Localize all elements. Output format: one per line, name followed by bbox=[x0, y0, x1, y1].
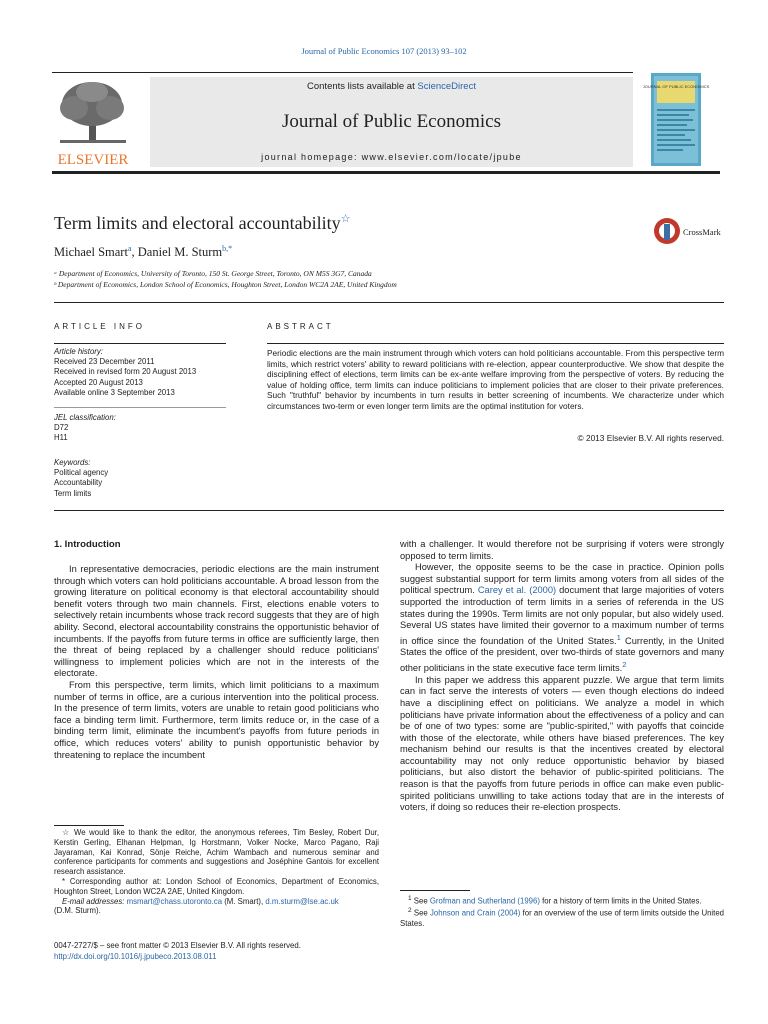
article-title: Term limits and electoral accountability☆ bbox=[54, 213, 351, 233]
article-history: Article history: Received 23 December 2011 Received in revised form 20 August 2013 Accepted 20 August 2013 Available online 3 September 2013 bbox=[54, 347, 226, 398]
issn-line: 0047-2727/$ – see front matter © 2013 Elsevier B.V. All rights reserved. bbox=[54, 941, 301, 950]
footnote-corresponding: * Corresponding author at: London School of Economics, Department of Economics, Houghton Street, London WC2A 2AE, United Kingdom. bbox=[54, 876, 379, 896]
citation-link[interactable]: Grofman and Sutherland (1996) bbox=[429, 896, 540, 906]
front-matter-footer bbox=[54, 940, 301, 962]
footnote-ref[interactable]: 2 bbox=[622, 660, 627, 670]
doi-link[interactable]: http://dx.doi.org/10.1016/j.jpubeco.2013.08.011 bbox=[54, 952, 217, 961]
publisher-name: ELSEVIER bbox=[57, 152, 129, 168]
crossmark-icon bbox=[653, 216, 728, 246]
keywords: Keywords: Political agency Accountability Term limits bbox=[54, 458, 226, 499]
paragraph: However, the opposite seems to be the case in practice. Opinion polls suggest substantial support for term limits among voters from all sides of the political spectrum. Carey et al. (2000) document that large majorities of voters supported the introduction of term limits in a series of referenda in the US states during the 1990s. Term limits are not only popular, but also widely used. Several US states have limited their governor to a maximum number of terms in office since the foundation of the United States.$^1$ Currently, in the United States the office of the president, over two-thirds of state governors and many other politicians in the state executive face term limits.$^2$ bbox=[400, 562, 724, 674]
footnote-ref[interactable]: 1 bbox=[616, 632, 621, 642]
section-heading: 1. Introduction bbox=[54, 539, 121, 550]
paragraph: In representative democracies, periodic elections are the main instrument through which voters can hold politicians accountable. A broad lesson from the growing literature on political economy is that electoral accountability should benefit voters through two main channels. First, elections enable voters to selectively retain incumbents whose track record suggests that they are of high ability. Second, electoral accountability constrains the opportunistic behavior of incumbents. If the payoffs from future terms in office are sufficiently large, then the threat of being replaced by a challenger should reduce politicians' willingness to implement policies which are not in the interests of the electorate. bbox=[54, 564, 379, 679]
email-link[interactable]: msmart@chass.utoronto.ca bbox=[126, 896, 223, 906]
title-footnote-star[interactable]: ☆ bbox=[340, 213, 351, 225]
footnote-rule bbox=[54, 825, 124, 826]
journal-reference[interactable]: Journal of Public Economics 107 (2013) 93–102 bbox=[301, 46, 467, 56]
abstract-text: Periodic elections are the main instrument through which voters can hold politicians accountable. From this perspective term limits, which restrict voters' ability to reward politicians with re-election, appear counterproductive. We show that despite the disciplining effect of elections, term limits can be ex-ante welfare improving from the perspective of voters. By reducing the value of holding office, term limits can induce politicians to implement policies that are closer to their private preferences. Such "truthful" behavior by incumbents in turn results in better screening of incumbents. We characterize under which circumstances two-term or even longer term limits are the optimal institution for voters. bbox=[267, 348, 724, 411]
crossmark-badge[interactable] bbox=[653, 216, 728, 246]
author-list: Michael Smart$^a$, Daniel M. Sturm$^{b,*}$ bbox=[54, 244, 233, 260]
citation-link[interactable]: Johnson and Crain (2004) bbox=[429, 908, 521, 918]
journal-title: Journal of Public Economics bbox=[282, 111, 501, 132]
divider bbox=[54, 407, 226, 408]
left-footnotes: ☆ We would like to thank the editor, the anonymous referees, Tim Besley, Robert Dur, Kerstin Gerling, Elhanan Helpman, Ig Horstmann, Volker Nocke, Marco Pagano, Raji Jayaraman, Kai Konrad, Sönje Reiche, Achim Wambach and numerous seminar and conference participants for comments and suggestions and Joséphine Gantois for excellent research assistance. * Corresponding author at: London School of Economics, Department of Economics, Houghton Street, London WC2A 2AE, United Kingdom. E-mail addresses: msmart@chass.utoronto.ca (M. Smart), d.m.sturm@lse.ac.uk (D.M. Sturm). bbox=[54, 828, 379, 916]
journal-homepage[interactable]: journal homepage: www.elsevier.com/locate/jpube bbox=[261, 152, 522, 162]
divider bbox=[54, 302, 724, 303]
keyword: Term limits bbox=[54, 488, 92, 498]
right-footnotes bbox=[400, 894, 724, 929]
keyword: Political agency bbox=[54, 468, 109, 478]
citation-link[interactable]: Carey et al. (2000) bbox=[477, 585, 557, 596]
footnote-1: $^1$ See Grofman and Sutherland (1996) for a history of term limits in the United States. bbox=[408, 895, 702, 906]
author-name[interactable]: Daniel M. Sturm bbox=[137, 245, 223, 260]
divider bbox=[267, 343, 724, 344]
body-left-column bbox=[54, 564, 379, 761]
jel-code: H11 bbox=[54, 433, 68, 443]
history-item: Available online 3 September 2013 bbox=[54, 387, 175, 397]
contents-line: Contents lists available at ScienceDirect bbox=[307, 81, 476, 92]
history-item: Received in revised form 20 August 2013 bbox=[54, 367, 197, 377]
footnote-acknowledgement: ☆ We would like to thank the editor, the anonymous referees, Tim Besley, Robert Dur, Kerstin Gerling, Elhanan Helpman, Ig Horstmann, Volker Nocke, Marco Pagano, Raji Jayaraman, Kai Konrad, Sönje Reiche, Achim Wambach and numerous seminar and conference participants for comments and suggestions and Joséphine Gantois for excellent research assistance. bbox=[54, 828, 379, 877]
footnote-2: $^2$ See Johnson and Crain (2004) for an overview of the use of term limits outside the United States. bbox=[400, 907, 725, 928]
divider bbox=[54, 343, 226, 344]
journal-cover-image bbox=[642, 73, 710, 166]
header-top-rule bbox=[52, 72, 633, 73]
footnote-emails: E-mail addresses: msmart@chass.utoronto.ca (M. Smart), d.m.sturm@lse.ac.uk bbox=[62, 896, 339, 906]
paragraph: From this perspective, term limits, which limit politicians to a maximum number of terms in office, are a curious intervention into the political process. In the presence of term limits, voters are unable to retain good politicians who face a binding term limit. Furthermore, term limits reduce or, in the case of a binding term limit, eliminate the incumbent's payoffs from future periods in office, which reduces voters' ability to punish opportunistic behavior by threatening to replace the incumbent bbox=[54, 679, 379, 760]
abstract-copyright: © 2013 Elsevier B.V. All rights reserved. bbox=[577, 433, 724, 443]
tree-icon bbox=[52, 76, 134, 168]
keyword: Accountability bbox=[54, 478, 103, 488]
sciencedirect-link[interactable]: ScienceDirect bbox=[417, 81, 476, 92]
body-right-column bbox=[400, 539, 724, 814]
jel-code: D72 bbox=[54, 423, 69, 433]
jel-classification: JEL classification: D72 H11 bbox=[54, 413, 226, 444]
paragraph: with a challenger. It would therefore not be surprising if voters were strongly opposed to term limits. bbox=[400, 539, 724, 561]
author-name[interactable]: Michael Smart bbox=[54, 245, 128, 260]
email-link[interactable]: d.m.sturm@lse.ac.uk bbox=[265, 896, 339, 906]
crossmark-label: CrossMark bbox=[683, 227, 721, 237]
affiliation-b: ᵇ Department of Economics, London School of Economics, Houghton Street, London WC2A 2AE, United Kingdom bbox=[54, 280, 397, 289]
divider bbox=[54, 510, 724, 511]
history-item: Accepted 20 August 2013 bbox=[54, 377, 143, 387]
history-item: Received 23 December 2011 bbox=[54, 357, 155, 367]
affiliation-a: ᵃ Department of Economics, University of Toronto, 150 St. George Street, Toronto, ON M5S 3G7, Canada bbox=[54, 269, 372, 278]
paragraph: In this paper we address this apparent puzzle. We argue that term limits can in fact serve the interests of voters — even though elections do indeed have a disciplining effect on politicians. We analyze a model in which politicians have private information about the effectiveness of a policy and can be of one of two types: some are "public-spirited," with payoffs that coincide with those of the electorate, while others have biased preferences. The key mechanism behind our results is that the incentives created by electoral accountability may not only reduce opportunistic behavior by biased politicians, but also distort the behavior of public-spirited politicians. The reason is that the payoffs from future periods in office can make even public-spirited politicians unwilling to take actions today that are in the interests of voters, if doing so reduces their re-election prospects. bbox=[400, 674, 724, 813]
abstract-heading: ABSTRACT bbox=[267, 322, 334, 331]
cover-title: JOURNAL OF PUBLIC ECONOMICS bbox=[642, 84, 710, 89]
footnote-rule bbox=[400, 890, 470, 891]
header-bottom-rule bbox=[52, 171, 720, 174]
elsevier-logo bbox=[52, 76, 134, 168]
article-info-heading: ARTICLE INFO bbox=[54, 322, 145, 331]
